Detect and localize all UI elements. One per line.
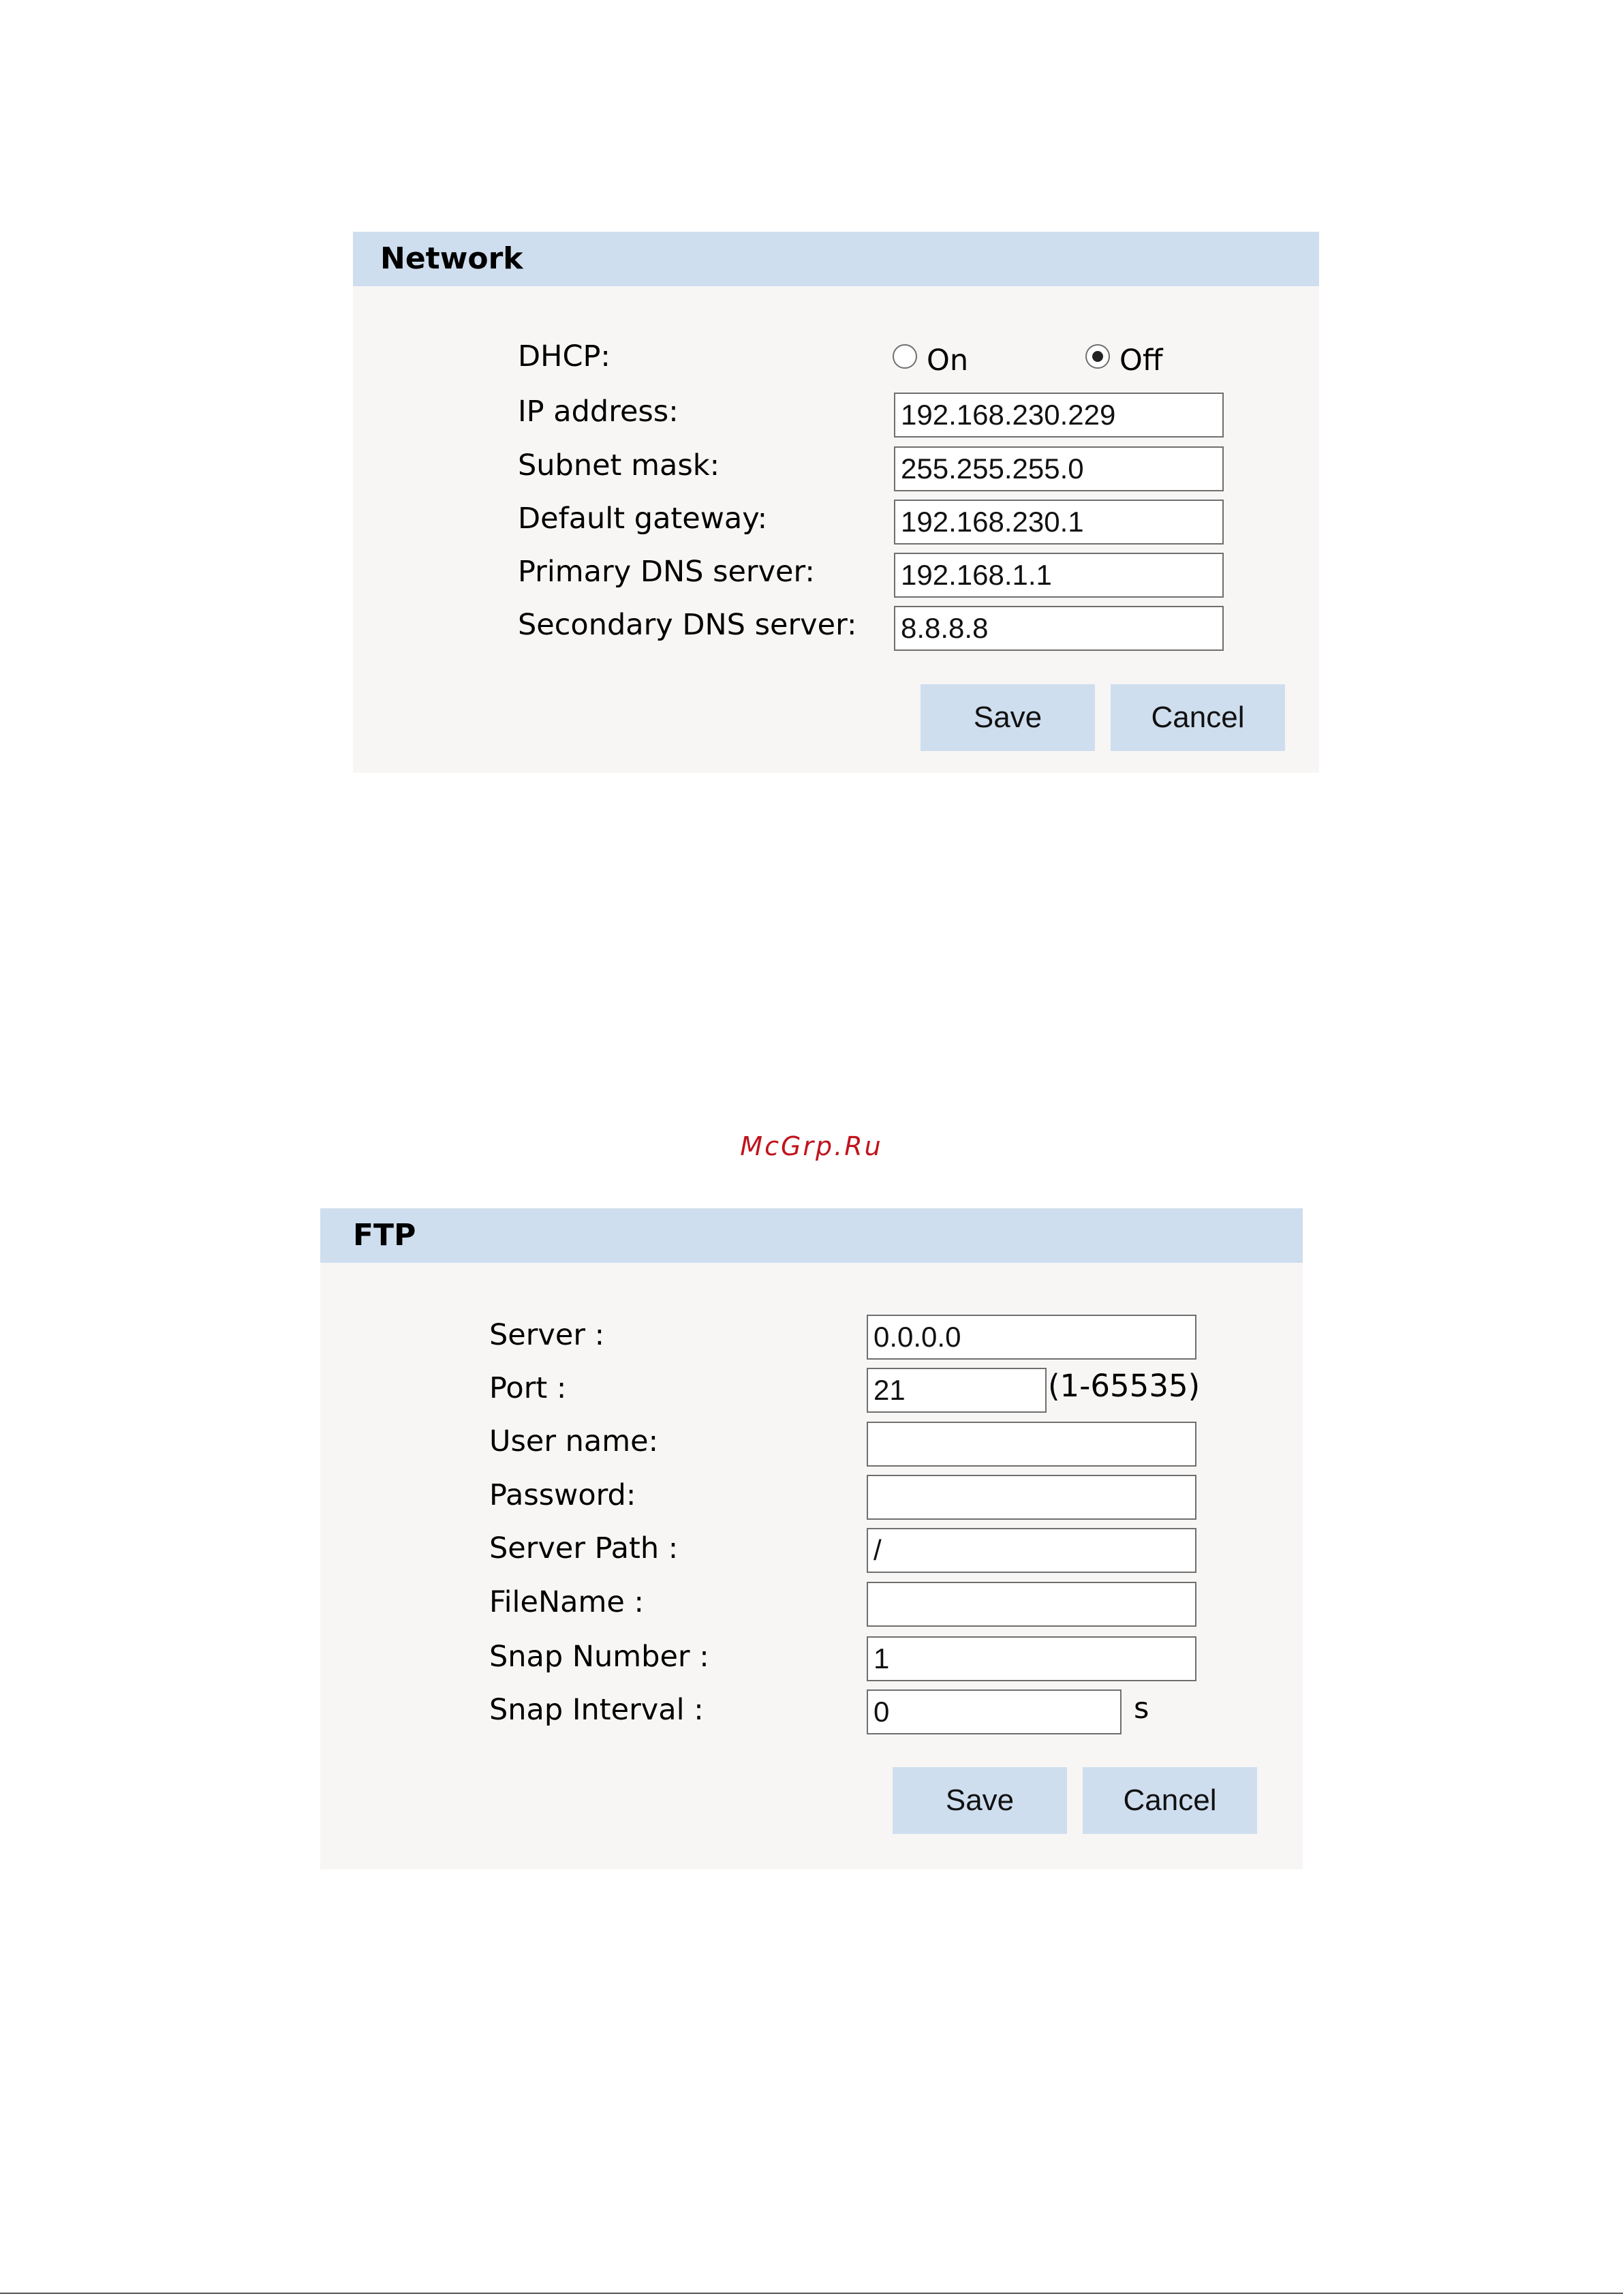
network-panel: [353, 232, 1319, 773]
default-gateway-input[interactable]: [894, 500, 1224, 545]
ftp-password-input[interactable]: [867, 1475, 1196, 1520]
ftp-snap-interval-unit: s: [1134, 1692, 1149, 1726]
dhcp-off-option[interactable]: [1085, 337, 1162, 376]
primary-dns-input[interactable]: [894, 553, 1224, 598]
ftp-snap-interval-input[interactable]: [867, 1689, 1122, 1734]
ip-address-label: IP address:: [518, 395, 679, 429]
ftp-server-path-label: Server Path :: [489, 1531, 679, 1565]
primary-dns-label: Primary DNS server:: [518, 555, 815, 589]
watermark-text: McGrp.Ru: [740, 1131, 883, 1161]
ftp-save-button[interactable]: Save: [893, 1767, 1067, 1834]
network-panel-title: Network: [353, 232, 1319, 286]
dhcp-on-option[interactable]: [893, 337, 968, 376]
dhcp-on-label: On: [927, 343, 969, 378]
ftp-port-input[interactable]: [867, 1368, 1047, 1413]
ftp-filename-label: FileName :: [489, 1585, 644, 1619]
dhcp-off-radio[interactable]: [1085, 344, 1110, 369]
ftp-snap-interval-label: Snap Interval :: [489, 1693, 704, 1727]
ftp-port-range: (1-65535): [1048, 1368, 1201, 1404]
ftp-server-label: Server :: [489, 1318, 605, 1352]
subnet-mask-label: Subnet mask:: [518, 448, 720, 483]
default-gateway-label: Default gateway:: [518, 502, 768, 536]
subnet-mask-input[interactable]: [894, 446, 1224, 491]
network-cancel-button[interactable]: Cancel: [1111, 684, 1285, 751]
ftp-snap-number-input[interactable]: [867, 1636, 1196, 1681]
network-save-button[interactable]: Save: [921, 684, 1095, 751]
ftp-password-label: Password:: [489, 1478, 636, 1512]
ftp-username-label: User name:: [489, 1424, 659, 1458]
page-bottom-rule: [0, 2293, 1623, 2294]
ftp-panel: [320, 1208, 1303, 1869]
ip-address-input[interactable]: [894, 393, 1224, 438]
dhcp-label: DHCP:: [518, 339, 610, 373]
secondary-dns-input[interactable]: [894, 606, 1224, 651]
ftp-server-path-input[interactable]: [867, 1528, 1196, 1573]
secondary-dns-label: Secondary DNS server:: [518, 608, 857, 642]
dhcp-off-label: Off: [1119, 343, 1163, 378]
ftp-snap-number-label: Snap Number :: [489, 1640, 709, 1674]
dhcp-on-radio[interactable]: [893, 344, 917, 369]
ftp-cancel-button[interactable]: Cancel: [1083, 1767, 1257, 1834]
ftp-server-input[interactable]: [867, 1315, 1196, 1360]
ftp-port-label: Port :: [489, 1371, 567, 1405]
ftp-username-input[interactable]: [867, 1422, 1196, 1467]
ftp-filename-input[interactable]: [867, 1582, 1196, 1627]
ftp-panel-title: FTP: [320, 1208, 1303, 1263]
